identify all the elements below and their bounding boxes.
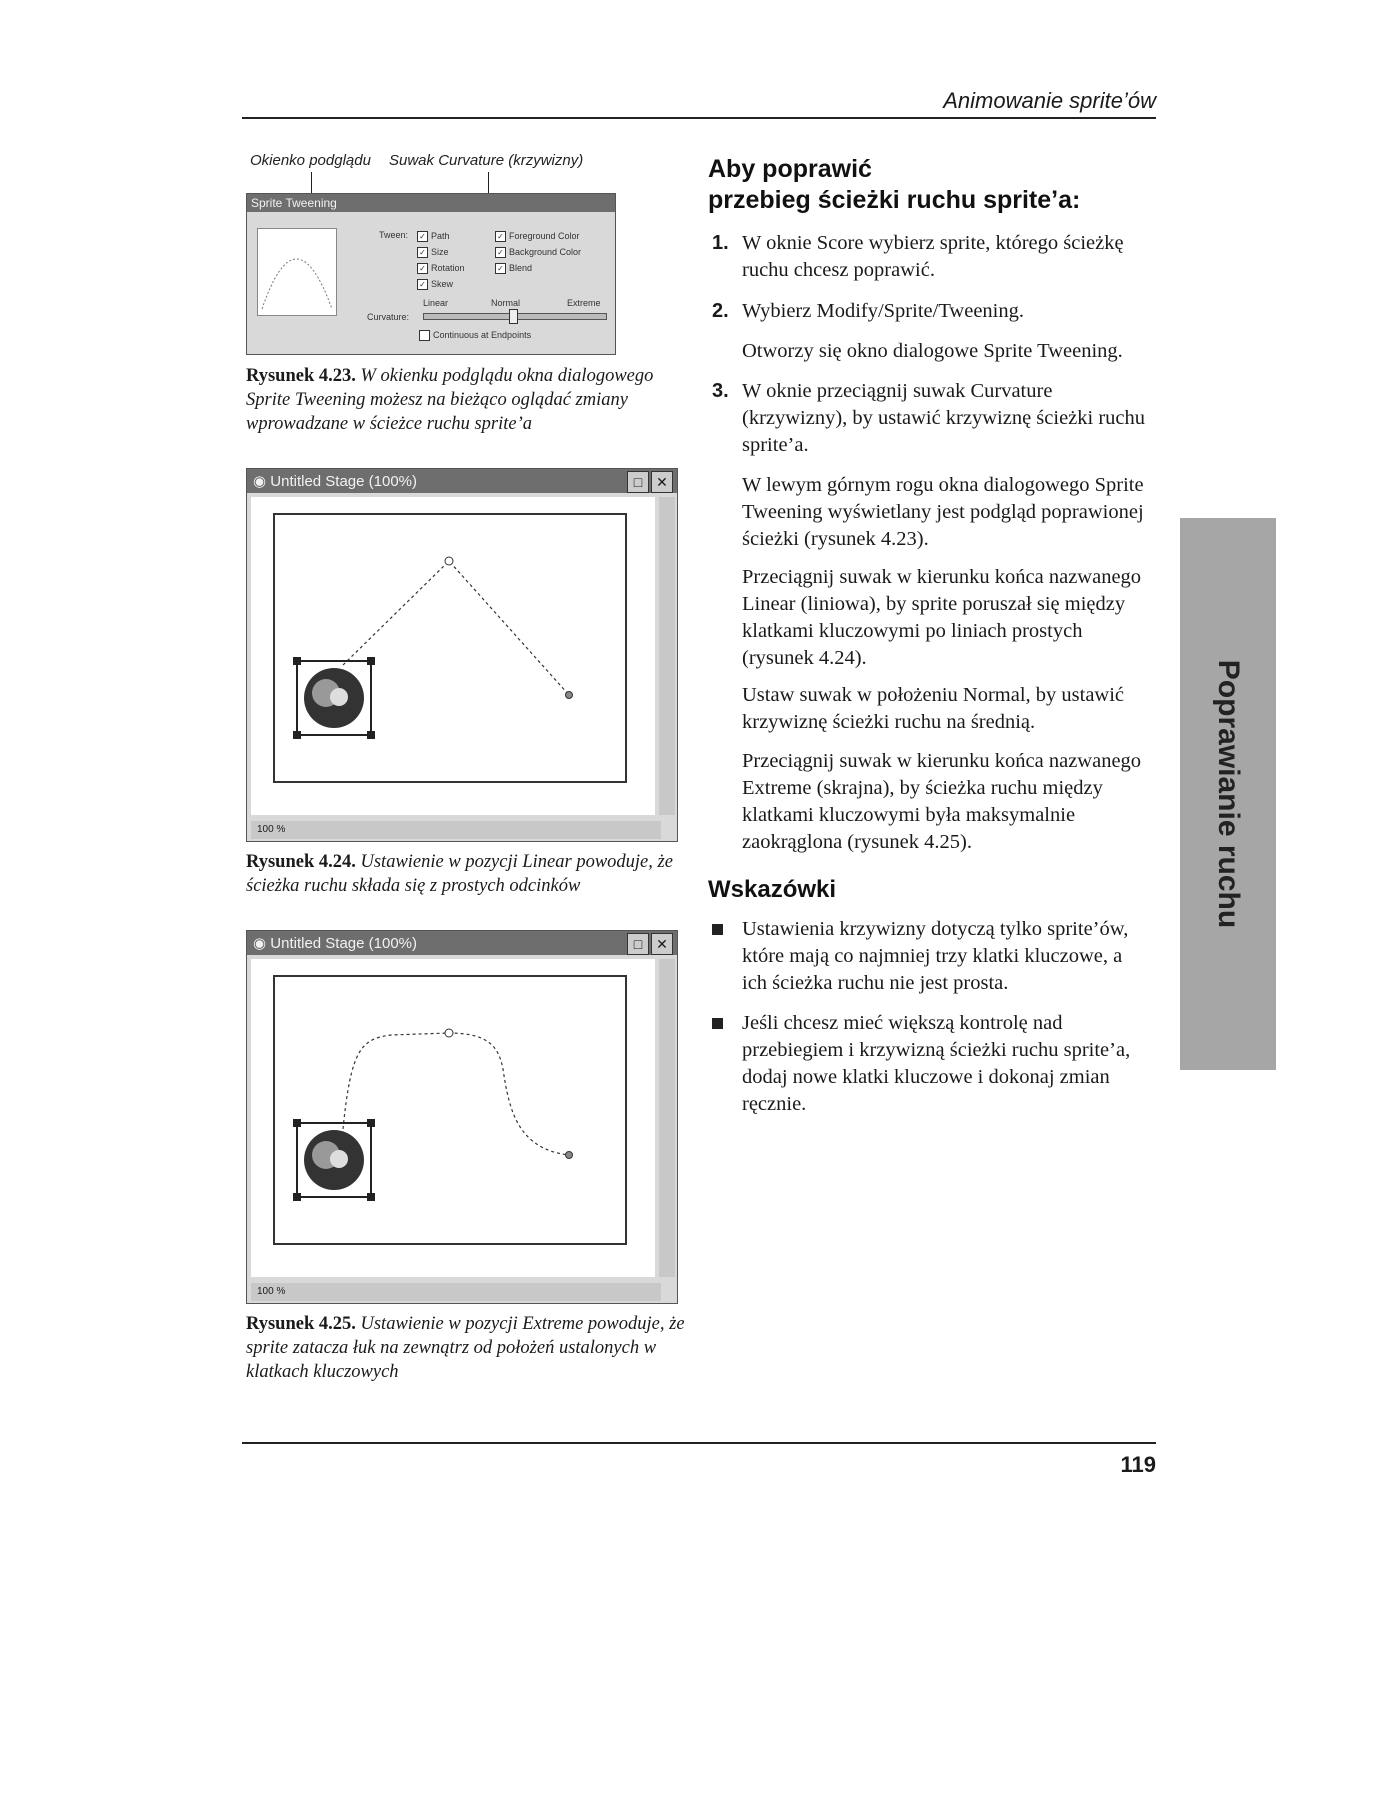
checkbox-path[interactable]: ✓ Path (417, 228, 465, 244)
stage-window-extreme (246, 930, 678, 1304)
stage-titlebar: ◉ Untitled Stage (100%) (247, 931, 677, 955)
maximize-icon[interactable]: □ (627, 471, 649, 493)
zoom-status[interactable]: 100 % (251, 821, 661, 839)
step-1: 1. W oknie Score wybierz sprite, którego ścieżkę ruchu chcesz poprawić. (712, 232, 1124, 281)
callout-slider: Suwak Curvature (krzywizny) (389, 152, 584, 169)
maximize-icon[interactable]: □ (627, 933, 649, 955)
note-extreme: Przeciągnij suwak w kierunku końca nazwanego Extreme (skrajna), by ścieżka ruchu między klatkami kluczowymi była maksymalnie zaokrąglona (rysunek 4.25). (742, 750, 1142, 853)
page-number: 119 (1120, 1452, 1156, 1477)
footer-rule (242, 1442, 1156, 1444)
checkbox-foreground-color[interactable]: ✓ Foreground Color (495, 228, 581, 244)
close-icon[interactable]: ✕ (651, 933, 673, 955)
tip-2: Jeśli chcesz mieć większą kontrolę nad przebiegiem i krzywizną ścieżki ruchu sprite’a, dodaj nowe klatki kluczowe i dokonaj zmian ręcznie. (712, 1010, 1152, 1118)
step-2-note: Otworzy się okno dialogowe Sprite Tweening. (742, 340, 1123, 362)
path-preview-box (257, 228, 337, 316)
extreme-path (251, 959, 655, 1277)
checkbox-size[interactable]: ✓ Size (417, 244, 465, 260)
tween-label: Tween: (379, 230, 409, 240)
checkbox-rotation[interactable]: ✓ Rotation (417, 260, 465, 276)
chapter-tab (1180, 518, 1276, 1070)
close-icon[interactable]: ✕ (651, 471, 673, 493)
dialog-titlebar: Sprite Tweening (247, 194, 615, 212)
linear-path (251, 497, 655, 815)
note-preview: W lewym górnym rogu okna dialogowego Sprite Tweening wyświetlany jest podgląd poprawionej ścieżki (rysunek 4.23). (742, 474, 1144, 550)
step-3: 3. W oknie przeciągnij suwak Curvature (krzywizny), by ustawić krzywiznę ścieżki ruchu sprite’a. (712, 380, 1146, 456)
tick-extreme: Extreme (567, 298, 601, 308)
callout-preview: Okienko podglądu (250, 152, 371, 169)
bullet-icon (712, 1018, 723, 1029)
stage-area (251, 959, 655, 1277)
tick-normal: Normal (491, 298, 521, 308)
caption-4-25: Rysunek 4.25. Ustawienie w pozycji Extreme powoduje, że sprite zatacza łuk na zewnątrz od położeń ustalonych w klatkach kluczowych (246, 1314, 685, 1382)
running-head: Animowanie sprite’ów (943, 88, 1156, 113)
stage-window-linear (246, 468, 678, 842)
vertical-scrollbar[interactable] (659, 959, 675, 1277)
note-linear: Przeciągnij suwak w kierunku końca nazwanego Linear (liniowa), by sprite poruszał się między klatkami kluczowymi po liniach prostych (rysunek 4.24). (742, 566, 1142, 669)
checkbox-skew[interactable]: ✓ Skew (417, 276, 465, 292)
section-heading: Aby poprawić przebieg ścieżki ruchu sprite’a: (708, 155, 1081, 214)
vertical-scrollbar[interactable] (659, 497, 675, 815)
caption-4-24: Rysunek 4.24. Ustawienie w pozycji Linear powoduje, że ścieżka ruchu składa się z prostych odcinków (246, 852, 673, 896)
header-rule (242, 117, 1156, 119)
note-normal: Ustaw suwak w położeniu Normal, by ustawić krzywiznę ścieżki ruchu na średnią. (742, 684, 1125, 733)
bullet-icon (712, 924, 723, 935)
tips-heading: Wskazówki (708, 876, 837, 903)
window-controls (627, 933, 673, 955)
chapter-tab-label: Poprawianie ruchu (1212, 659, 1245, 929)
window-controls (627, 471, 673, 493)
curvature-slider-thumb[interactable] (509, 309, 518, 324)
stage-titlebar: ◉ Untitled Stage (100%) (247, 469, 677, 493)
right-checkboxes (495, 228, 581, 276)
stage-area (251, 497, 655, 815)
sprite-tweening-dialog (246, 193, 616, 355)
left-checkboxes (417, 228, 465, 292)
step-2: 2. Wybierz Modify/Sprite/Tweening. (712, 300, 1024, 322)
checkbox-blend[interactable]: ✓ Blend (495, 260, 581, 276)
caption-4-23: Rysunek 4.23. W okienku podglądu okna dialogowego Sprite Tweening możesz na bieżąco oglądać zmiany wprowadzane w ścieżce ruchu sprite’a (246, 366, 654, 434)
checkbox-continuous[interactable]: Continuous at Endpoints (419, 330, 531, 341)
tip-1: Ustawienia krzywizny dotyczą tylko sprite’ów, które mają co najmniej trzy klatki kluczowe, a ich ścieżka ruchu nie jest prosta. (712, 916, 1152, 997)
tick-linear: Linear (423, 298, 449, 308)
zoom-status[interactable]: 100 % (251, 1283, 661, 1301)
preview-curve (258, 229, 336, 315)
curvature-label: Curvature: (367, 312, 410, 322)
checkbox-background-color[interactable]: ✓ Background Color (495, 244, 581, 260)
